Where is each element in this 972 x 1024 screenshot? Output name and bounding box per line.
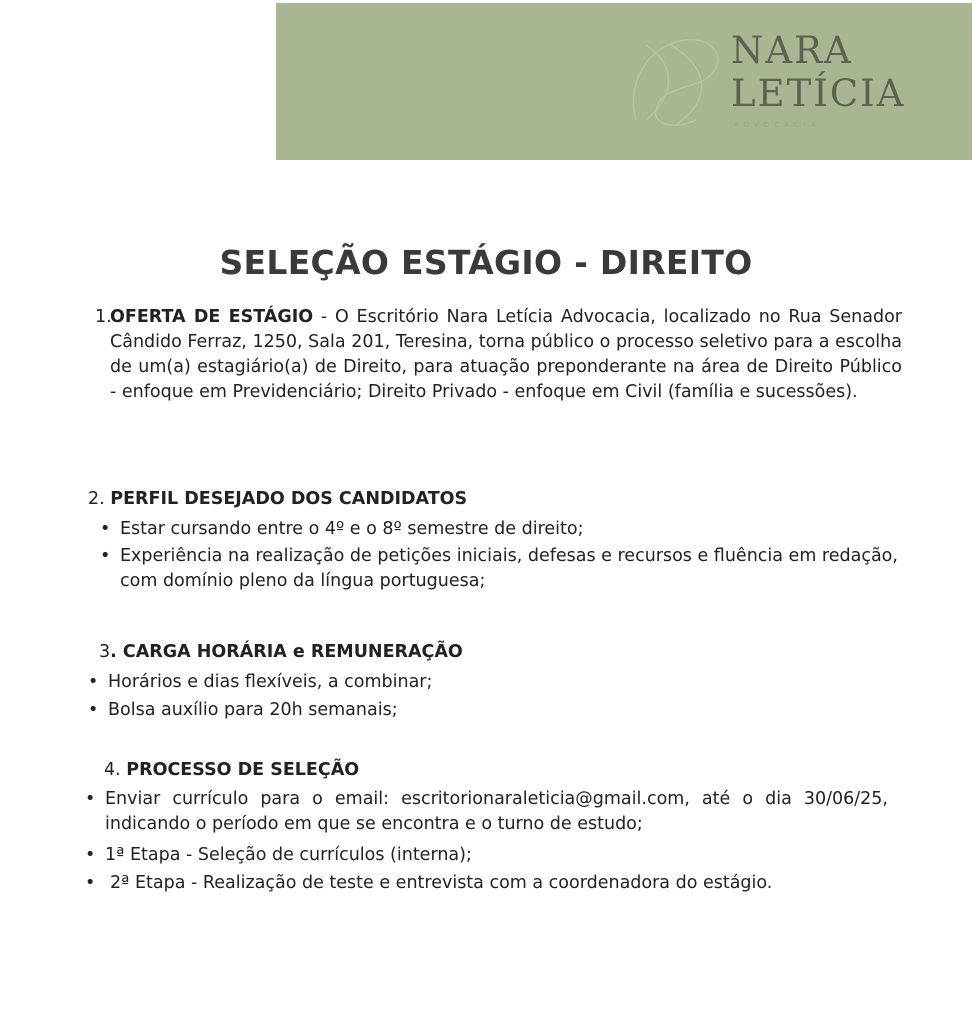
section3-item-2: Bolsa auxílio para 20h semanais; <box>108 700 398 720</box>
section3-heading: . CARGA HORÁRIA e REMUNERAÇÃO <box>110 642 463 662</box>
section4-heading-row <box>104 758 359 783</box>
brand-header <box>276 3 972 160</box>
brand-name-line2: LETÍCIA <box>731 72 906 115</box>
section4-heading: PROCESSO DE SELEÇÃO <box>126 760 360 780</box>
section1-text: - O Escritório Nara Letícia Advocacia, localizado no Rua Senador Cândido Ferraz, 1250, Sala 201, Teresina, torna público o processo seletivo para a escolha de um(a) estagiário(a) de Direito, para atuação preponderante na área de Direito Público - enfoque em Previdenciário; Direito Privado - enfoque em Civil (família e sucessões). <box>110 307 902 402</box>
section2-number: 2. <box>88 489 105 509</box>
bullet-icon: • <box>85 845 96 865</box>
brand-subtitle: ADVOCACIA <box>734 121 821 129</box>
section4-item-2: 1ª Etapa - Seleção de currículos (interna); <box>105 845 472 865</box>
page-title: SELEÇÃO ESTÁGIO - DIREITO <box>219 243 753 282</box>
monogram-logo-icon <box>616 25 736 135</box>
section2-item-1: Estar cursando entre o 4º e o 8º semestre de direito; <box>120 519 584 539</box>
bullet-icon: • <box>100 546 111 566</box>
section2-item-2: Experiência na realização de petições iniciais, defesas e recursos e fluência em redação, com domínio pleno da língua portuguesa; <box>120 546 898 591</box>
section4-number: 4. <box>104 760 121 780</box>
section4-item-3: 2ª Etapa - Realização de teste e entrevista com a coordenadora do estágio. <box>110 873 773 893</box>
section1-heading: OFERTA DE ESTÁGIO <box>110 307 314 327</box>
bullet-icon: • <box>100 519 111 539</box>
section3-heading-row <box>99 640 463 665</box>
bullet-icon: • <box>88 672 99 692</box>
bullet-icon: • <box>88 700 99 720</box>
brand-name <box>731 29 906 115</box>
bullet-icon: • <box>85 873 96 893</box>
section1-number-text: 1. <box>95 307 112 327</box>
section3-number: 3 <box>99 642 111 662</box>
section4-item-1: Enviar currículo para o email: escritorionaraleticia@gmail.com, até o dia 30/06/25, indicando o período em que se encontra e o turno de estudo; <box>105 789 888 834</box>
section2-heading: PERFIL DESEJADO DOS CANDIDATOS <box>110 489 468 509</box>
bullet-icon: • <box>85 789 96 809</box>
brand-name-line1: NARA <box>731 29 853 72</box>
section2-heading-row <box>88 487 467 512</box>
section3-item-1: Horários e dias flexíveis, a combinar; <box>108 672 433 692</box>
section1-paragraph <box>110 305 902 405</box>
